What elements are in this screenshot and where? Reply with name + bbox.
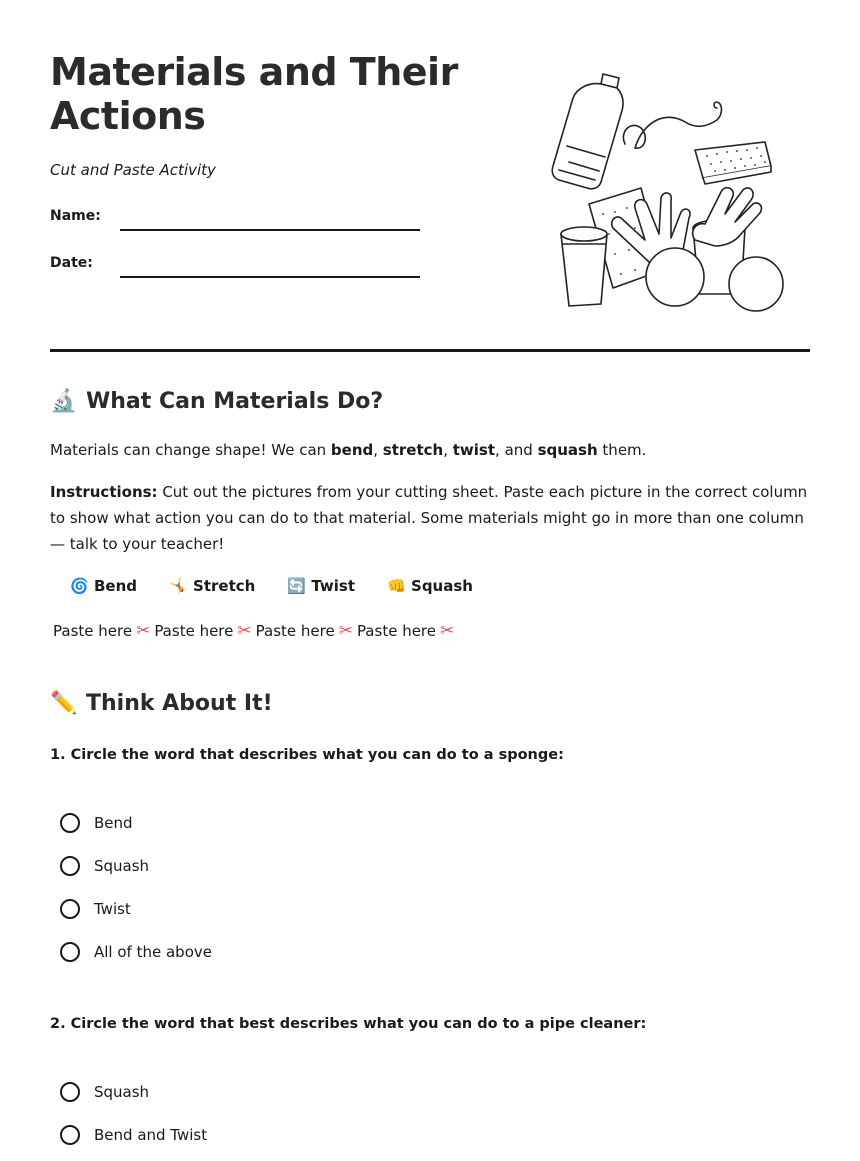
date-field[interactable]: [120, 276, 420, 278]
q1-option-squash[interactable]: Squash: [60, 856, 149, 876]
ball-icon: [646, 248, 704, 306]
page-title: Materials and Their Actions: [50, 50, 458, 138]
q2-option-squash[interactable]: Squash: [60, 1082, 149, 1102]
pipe-cleaner-icon: [623, 102, 721, 148]
scissors-icon: ✂: [338, 621, 353, 641]
action-headers: [70, 577, 473, 595]
action-squash: 👊 Squash: [387, 577, 473, 595]
q1-option-twist[interactable]: Twist: [60, 899, 131, 919]
cup-icon: [561, 227, 607, 306]
sponge-icon: [695, 142, 771, 184]
date-label: Date:: [50, 255, 93, 271]
paste-cell-stretch[interactable]: Paste here ✂: [154, 621, 252, 641]
action-bend: 🌀 Bend: [70, 577, 138, 595]
bottle-icon: [552, 74, 623, 189]
gymnast-icon: 🤸: [169, 577, 188, 595]
header-divider: [50, 349, 810, 352]
name-field[interactable]: [120, 229, 420, 231]
paste-row: [53, 621, 458, 641]
radio-circle[interactable]: [60, 1082, 80, 1102]
page-subtitle: Cut and Paste Activity: [50, 161, 216, 179]
ball-icon: [729, 257, 783, 311]
section-heading-think: ✏️ Think About It!: [50, 691, 273, 716]
instructions-paragraph: Instructions: Cut out the pictures from your cutting sheet. Paste each picture in the correct column to show what action you can do to that material. Some materials might go in more than one column — talk to your teacher!: [50, 483, 808, 553]
paste-cell-bend[interactable]: Paste here ✂: [53, 621, 151, 641]
question-1: 1. Circle the word that describes what you can do to a sponge:: [50, 747, 564, 763]
section-heading-materials: 🔬 What Can Materials Do?: [50, 389, 384, 414]
arrows-cycle-icon: 🔄: [287, 577, 307, 595]
q2-option-bend-twist[interactable]: Bend and Twist: [60, 1125, 207, 1145]
radio-circle[interactable]: [60, 1125, 80, 1145]
radio-circle[interactable]: [60, 813, 80, 833]
spiral-icon: 🌀: [70, 577, 89, 595]
action-twist: 🔄 Twist: [287, 577, 356, 595]
radio-circle[interactable]: [60, 899, 80, 919]
scissors-icon: ✂: [440, 621, 455, 641]
pencil-icon: ✏️: [50, 691, 78, 716]
q1-option-bend[interactable]: Bend: [60, 813, 133, 833]
paste-cell-squash[interactable]: Paste here ✂: [356, 621, 455, 641]
intro-paragraph: Materials can change shape! We can bend, stretch, twist, and squash them.: [50, 441, 647, 459]
fist-icon: 👊: [387, 577, 406, 595]
scissors-icon: ✂: [237, 621, 252, 641]
q1-option-all[interactable]: All of the above: [60, 942, 212, 962]
question-2: 2. Circle the word that best describes what you can do to a pipe cleaner:: [50, 1016, 647, 1032]
radio-circle[interactable]: [60, 856, 80, 876]
materials-illustration: [545, 62, 795, 317]
paste-cell-twist[interactable]: Paste here ✂: [255, 621, 353, 641]
action-stretch: 🤸 Stretch: [169, 577, 256, 595]
radio-circle[interactable]: [60, 942, 80, 962]
microscope-icon: 🔬: [50, 389, 78, 414]
name-label: Name:: [50, 208, 101, 224]
scissors-icon: ✂: [136, 621, 151, 641]
